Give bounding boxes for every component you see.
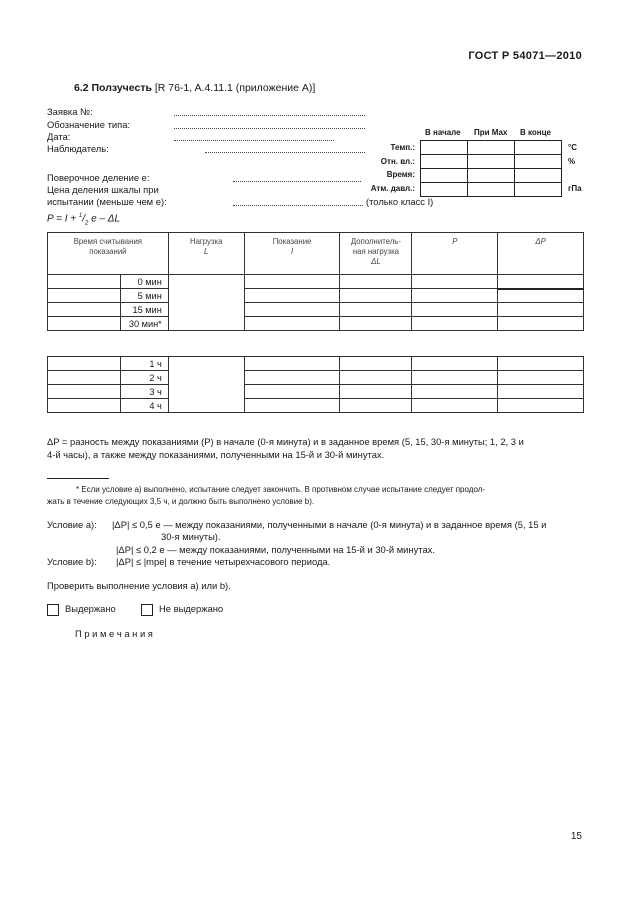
- cell[interactable]: [412, 371, 498, 385]
- cell[interactable]: [48, 399, 121, 413]
- cell[interactable]: [498, 275, 584, 289]
- cell[interactable]: [412, 317, 498, 331]
- header-additional-load-1: Дополнитель-: [350, 237, 401, 246]
- notes-heading: П р и м е ч а н и я: [75, 628, 153, 639]
- verification-division-field[interactable]: [233, 181, 361, 182]
- condition-b-text: |ΔP| ≤ |mpe| в течение четырехчасового периода.: [116, 556, 331, 567]
- header-load: [168, 233, 244, 275]
- cell[interactable]: [48, 275, 121, 289]
- time-0min: 0 мин: [120, 275, 168, 289]
- check-instruction: Проверить выполнение условия a) или b).: [47, 580, 231, 591]
- failed-label: Не выдержано: [159, 603, 224, 614]
- cell[interactable]: [340, 385, 412, 399]
- application-field[interactable]: [174, 115, 365, 116]
- header-additional-load-3: ΔL: [371, 257, 381, 266]
- grid-header-start: В начале: [425, 128, 461, 137]
- grid-label-humidity: Отн. вл.:: [380, 157, 415, 166]
- cell[interactable]: [412, 289, 498, 303]
- type-designation-label: Обозначение типа:: [47, 119, 131, 130]
- date-field[interactable]: [174, 140, 334, 141]
- cell[interactable]: [412, 357, 498, 371]
- grid-cell[interactable]: [421, 155, 468, 169]
- grid-header-max: При Max: [474, 128, 508, 137]
- scale-division-label-1: Цена деления шкалы при: [47, 184, 159, 195]
- grid-cell[interactable]: [421, 141, 468, 155]
- creep-table-minutes: [47, 232, 584, 331]
- header-delta-p: [498, 233, 584, 275]
- scale-division-label-2: испытании (меньше чем e):: [47, 196, 167, 207]
- time-4h: 4 ч: [120, 399, 168, 413]
- cell[interactable]: [244, 289, 340, 303]
- grid-cell[interactable]: [515, 141, 562, 155]
- grid-unit-humidity: %: [568, 157, 576, 166]
- cell[interactable]: [412, 399, 498, 413]
- cell[interactable]: [244, 303, 340, 317]
- section-title: [74, 82, 315, 94]
- cell[interactable]: [244, 357, 340, 371]
- formula-sub: 2: [85, 220, 89, 227]
- section-number-title: 6.2 Ползучесть: [74, 82, 152, 94]
- grid-label-temperature: Темп.:: [390, 143, 415, 152]
- scale-division-field[interactable]: [233, 205, 363, 206]
- condition-b-label: Условие b):: [47, 556, 97, 567]
- cell[interactable]: [340, 289, 412, 303]
- verification-division-label: Поверочное деление e:: [47, 172, 150, 183]
- condition-a-line2: 30-я минуты).: [161, 531, 221, 542]
- time-15min: 15 мин: [120, 303, 168, 317]
- header-additional-load: [340, 233, 412, 275]
- formula-sup: 1: [78, 213, 83, 219]
- header-read-time: [48, 233, 169, 275]
- cell[interactable]: [498, 317, 584, 331]
- time-2h: 2 ч: [120, 371, 168, 385]
- time-3h: 3 ч: [120, 385, 168, 399]
- header-load-1: Нагрузка: [189, 237, 223, 246]
- header-indication-1: Показание: [272, 237, 312, 246]
- header-load-2: L: [204, 247, 209, 256]
- cell[interactable]: [244, 317, 340, 331]
- cell[interactable]: [48, 357, 121, 371]
- formula: $P = I + ^1/_2$ e – ΔL: [47, 213, 121, 227]
- cell[interactable]: [498, 303, 584, 317]
- header-read-time-1: Время считывания: [73, 237, 143, 246]
- date-label: Дата:: [47, 131, 71, 142]
- grid-unit-temperature: °C: [568, 143, 577, 152]
- cell[interactable]: [412, 303, 498, 317]
- cell[interactable]: [244, 371, 340, 385]
- cell[interactable]: [244, 399, 340, 413]
- cell[interactable]: [340, 303, 412, 317]
- delta-description-line1: ΔP = разность между показаниями (P) в начале (0-я минута) и в заданное время (5, 15, 30-я минуты; 1, 2, 3 и: [47, 436, 524, 447]
- cell[interactable]: [340, 371, 412, 385]
- grid-cell[interactable]: [468, 169, 515, 183]
- type-designation-field[interactable]: [174, 128, 365, 129]
- failed-checkbox[interactable]: [141, 604, 153, 616]
- cell[interactable]: [48, 303, 121, 317]
- class-note: (только класс I): [366, 196, 434, 207]
- header-additional-load-2: ная нагрузка: [352, 247, 400, 256]
- formula-rest: e – ΔL: [88, 213, 121, 225]
- load-cell[interactable]: [168, 275, 244, 331]
- cell[interactable]: [498, 289, 584, 303]
- failed-option[interactable]: [141, 603, 223, 616]
- conditions-grid: [420, 140, 562, 197]
- header-p-label: P: [452, 237, 458, 246]
- grid-cell[interactable]: [515, 169, 562, 183]
- cell[interactable]: [412, 275, 498, 289]
- cell[interactable]: [498, 357, 584, 371]
- creep-table-hours: [47, 356, 584, 413]
- condition-a-line3: |ΔP| ≤ 0,2 e — между показаниями, полученными на 15-й и 30-й минутах.: [116, 544, 435, 555]
- header-indication-2: I: [290, 247, 294, 256]
- cell[interactable]: [412, 385, 498, 399]
- cell[interactable]: [340, 275, 412, 289]
- load-cell[interactable]: [168, 357, 244, 413]
- cell[interactable]: [340, 317, 412, 331]
- cell[interactable]: [498, 371, 584, 385]
- standard-header: ГОСТ Р 54071—2010: [468, 50, 582, 62]
- header-read-time-2: показаний: [89, 247, 127, 256]
- time-1h: 1 ч: [120, 357, 168, 371]
- cell[interactable]: [244, 275, 340, 289]
- header-indication: [244, 233, 340, 275]
- time-5min: 5 мин: [120, 289, 168, 303]
- footnote-line2: жать в течение следующих 3,5 ч, и должно быть выполнено условие b).: [47, 497, 315, 506]
- passed-label: Выдержано: [65, 603, 116, 614]
- cell[interactable]: [48, 371, 121, 385]
- grid-cell[interactable]: [515, 183, 562, 197]
- grid-cell[interactable]: [468, 183, 515, 197]
- page-number: 15: [570, 831, 582, 842]
- grid-header-end: В конце: [520, 128, 551, 137]
- condition-a-line1: |ΔP| ≤ 0,5 e — между показаниями, полученными в начале (0-я минута) и в заданное время (5, 15 и: [112, 519, 547, 530]
- cell[interactable]: [48, 289, 121, 303]
- header-p: [412, 233, 498, 275]
- grid-cell[interactable]: [421, 169, 468, 183]
- grid-unit-pressure: гПа: [568, 184, 582, 193]
- passed-checkbox[interactable]: [47, 604, 59, 616]
- grid-label-pressure: Атм. давл.:: [370, 184, 415, 193]
- grid-cell[interactable]: [468, 141, 515, 155]
- application-label: Заявка №:: [47, 106, 93, 117]
- cell[interactable]: [244, 385, 340, 399]
- section-reference: [R 76-1, A.4.11.1 (приложение А)]: [154, 82, 316, 94]
- footnote-line1: * Если условие a) выполнено, испытание следует закончить. В противном случае испытание следует продол-: [76, 485, 486, 494]
- delta-description-line2: 4-й часы), а также между показаниями, полученными на 15-й и 30-й минутах.: [47, 449, 385, 460]
- condition-a-label: Условие a):: [47, 519, 97, 530]
- grid-label-time: Время:: [386, 170, 415, 179]
- cell[interactable]: [48, 385, 121, 399]
- observer-field[interactable]: [205, 152, 365, 153]
- time-30min: 30 мин*: [120, 317, 168, 331]
- formula-start: P = I +: [47, 213, 79, 225]
- cell[interactable]: [340, 399, 412, 413]
- passed-option[interactable]: [47, 603, 116, 616]
- cell[interactable]: [340, 357, 412, 371]
- observer-label: Наблюдатель:: [47, 143, 109, 154]
- cell[interactable]: [498, 399, 584, 413]
- footnote-divider: [47, 478, 109, 479]
- grid-cell[interactable]: [515, 155, 562, 169]
- cell[interactable]: [48, 317, 121, 331]
- cell[interactable]: [498, 385, 584, 399]
- grid-cell[interactable]: [468, 155, 515, 169]
- header-delta-p-label: ΔP: [535, 237, 546, 246]
- grid-cell[interactable]: [421, 183, 468, 197]
